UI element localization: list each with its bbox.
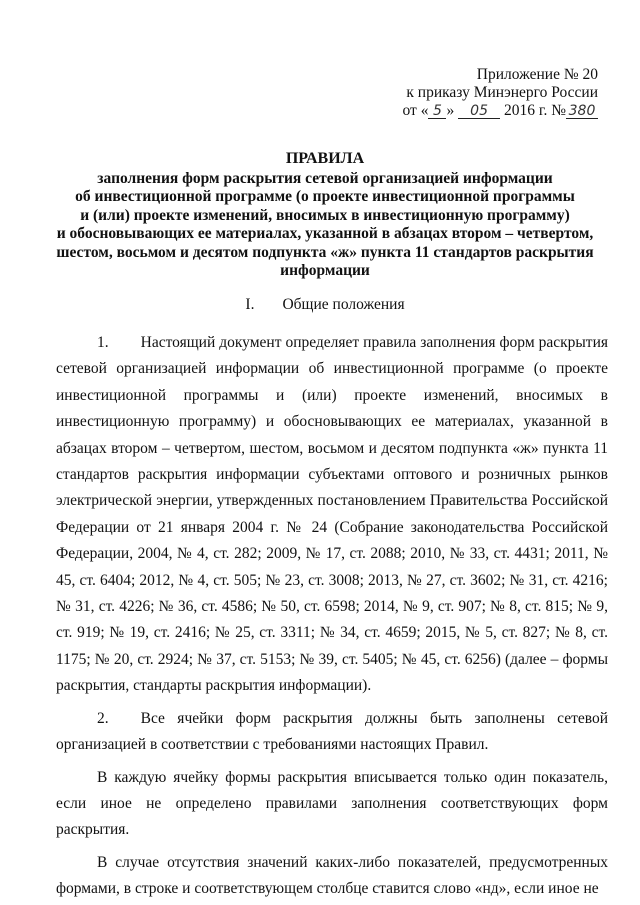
section-heading [40, 296, 610, 314]
body-text [56, 330, 608, 903]
paragraph-1 [56, 330, 608, 700]
paragraph-number: 1. [97, 334, 109, 351]
title-line: и обосновывающих ее материалах, указанной в абзацах втором – четвертом, [56, 225, 594, 242]
date-day-handwritten: 5 [428, 104, 446, 119]
paragraph-4 [56, 850, 608, 903]
section-number: I. [245, 296, 255, 313]
paragraph-text: В случае отсутствия значений каких-либо показателей, предусмотренных формами, в строке и соответствующем столбце ставится слово «нд», если иное не [56, 853, 608, 898]
title-line: об инвестиционной программе (о проекте инвестиционной программы [75, 188, 575, 205]
date-mid: » [446, 102, 455, 119]
appendix-number: Приложение № 20 [476, 66, 598, 83]
paragraph-text: В каждую ячейку формы раскрытия вписывается только один показатель, если иное не определено правилами заполнения соответствующих форм раскрытия. [56, 768, 608, 839]
title-main: ПРАВИЛА [285, 150, 365, 167]
title-line: заполнения форм раскрытия сетевой организацией информации [97, 169, 553, 187]
paragraph-text: Настоящий документ определяет правила заполнения форм раскрытия сетевой организацией информации об инвестиционной программе (о проекте инвестиционной программы и (или) проекте изменений, вносимых в инвестиционную программу) и обосновывающих ее материалах, указанной в абзацах втором – четвертом, шестом, восьмом и десятом подпункта «ж» пункта 11 стандартов раскрытия информации субъектами оптового и розничных рынков электрической энергии, утвержденных постановлением Правительства Российской Федерации от 21 января 2004 г. № 24 (Собрание законодательства Российской Федерации, 2004, № 4, ст. 282; 2009, № 17, ст. 2088; 2010, № 33, ст. 4431; 2011, № 45, ст. 6404; 2012, № 4, ст. 505; № 23, ст. 3008; 2013, № 27, ст. 3602; № 31, ст. 4216; № 31, ст. 4226; № 36, ст. 4586; № 50, ст. 6598; 2014, № 9, ст. 907; № 8, ст. 815; № 9, ст. 919; № 19, ст. 2416; № 25, ст. 3311; № 34, ст. 4659; 2015, № 5, ст. 827; № 8, ст. 1175; № 20, ст. 2924; № 37, ст. 5153; № 39, ст. 5405; № 45, ст. 6256) (далее – формы раскрытия, стандарты раскрытия информации). [56, 334, 608, 695]
title-line: информации [280, 262, 370, 279]
date-year: 2016 г. № [503, 102, 566, 119]
paragraph-number: 2. [97, 709, 109, 727]
order-number-handwritten: 380 [566, 104, 598, 119]
paragraph-3 [56, 765, 608, 844]
document-title [40, 150, 610, 281]
section-title: Общие положения [282, 296, 405, 313]
date-prefix: от « [402, 102, 429, 119]
paragraph-2 [56, 706, 608, 759]
appendix-order-ref: к приказу Минэнерго России [406, 84, 598, 101]
date-month-handwritten: 05 [458, 104, 500, 119]
title-line: и (или) проекте изменений, вносимых в инвестиционную программу) [80, 206, 570, 224]
paragraph-text: Все ячейки форм раскрытия должны быть заполнены сетевой организацией в соответствии с требованиями настоящих Правил. [56, 709, 608, 754]
appendix-header [380, 66, 598, 120]
appendix-date-line [380, 102, 598, 120]
title-line: шестом, восьмом и десятом подпункта «ж» пункта 11 стандартов раскрытия [56, 243, 594, 261]
